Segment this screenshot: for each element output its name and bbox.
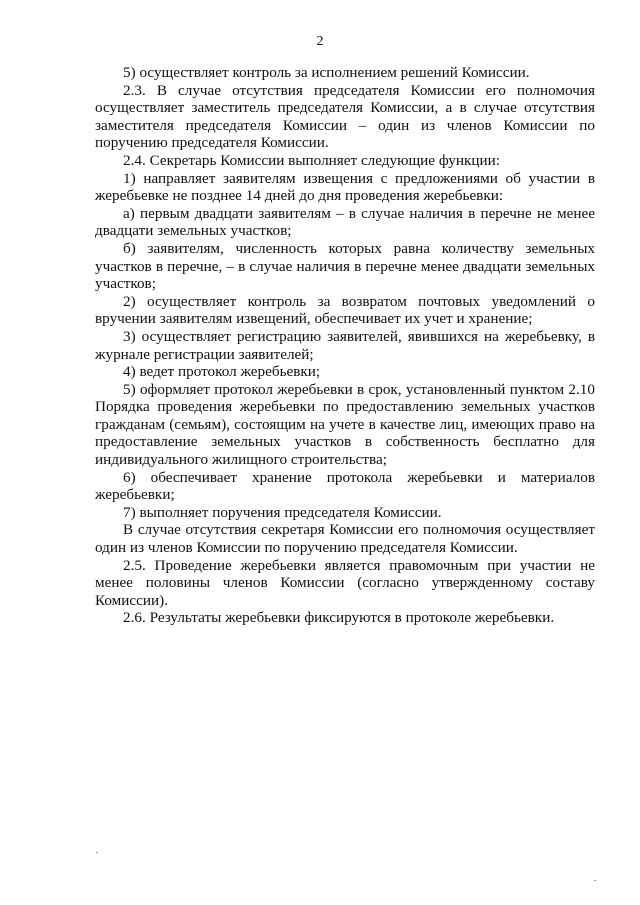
paragraph-2-4: 2.4. Секретарь Комиссии выполняет следующие функции: <box>123 151 500 169</box>
paragraph-function-5: 5) оформляет протокол жеребьевки в срок, установленный пунктом 2.10 Порядка проведения жеребьевки по предоставлению земельных участков гражданам (семьям), состоящим на учете в качестве лиц, имеющих право на предоставление земельных участков в собственность бесплатно для индивидуального жилищного строительства; <box>95 380 595 469</box>
paragraph-function-4: 4) ведет протокол жеребьевки; <box>123 363 321 381</box>
scan-speck <box>96 852 98 853</box>
paragraph-2-5: 2.5. Проведение жеребьевки является правомочным при участии не менее половины членов Комиссии (согласно утвержденному составу Комиссии). <box>95 556 595 609</box>
page-number: 2 <box>316 34 324 49</box>
paragraph-function-1a: а) первым двадцати заявителям – в случае наличия в перечне не менее двадцати земельных участков; <box>95 204 595 240</box>
paragraph-function-6: 6) обеспечивает хранение протокола жеребьевки и материалов жеребьевки; <box>95 468 595 504</box>
paragraph-function-1: 1) направляет заявителям извещения с предложениями об участии в жеребьевке не позднее 14 дней до дня проведения жеребьевки: <box>95 169 595 205</box>
paragraph-item-5-control: 5) осуществляет контроль за исполнением решений Комиссии. <box>123 64 530 81</box>
paragraph-function-7: 7) выполняет поручения председателя Комиссии. <box>123 503 442 521</box>
paragraph-function-1b: б) заявителям, численность которых равна количеству земельных участков в перечне, – в случае наличия в перечне менее двадцати земельных участков; <box>95 239 595 293</box>
document-body <box>95 64 595 627</box>
paragraph-function-3: 3) осуществляет регистрацию заявителей, явившихся на жеребьевку, в журнале регистрации заявителей; <box>95 327 595 363</box>
paragraph-secretary-absence: В случае отсутствия секретаря Комиссии его полномочия осуществляет один из членов Комиссии по поручению председателя Комиссии. <box>95 521 595 557</box>
paragraph-2-3: 2.3. В случае отсутствия председателя Комиссии его полномочия осуществляет заместитель председателя Комиссии, а в случае отсутствия заместителя председателя Комиссии – один из членов Комиссии по поручению председателя Комиссии. <box>95 81 595 152</box>
scan-speck <box>594 880 596 881</box>
paragraph-function-2: 2) осуществляет контроль за возвратом почтовых уведомлений о вручении заявителям извещений, обеспечивает их учет и хранение; <box>95 292 595 328</box>
paragraph-2-6: 2.6. Результаты жеребьевки фиксируются в протоколе жеребьевки. <box>123 609 555 627</box>
